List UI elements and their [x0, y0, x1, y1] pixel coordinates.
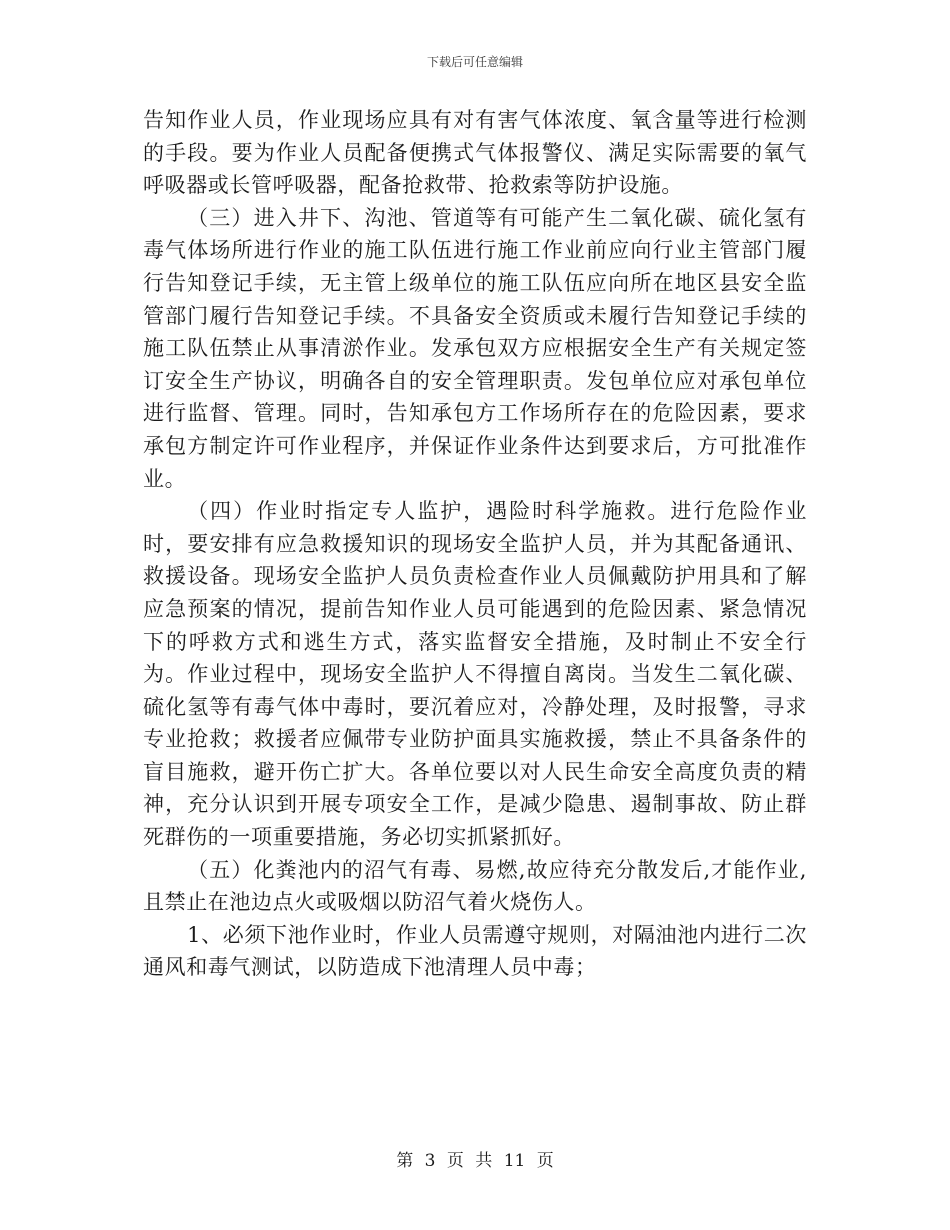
paragraph-3: （四）作业时指定专人监护，遇险时科学施救。进行危险作业时，要安排有应急救援知识的现场安全监护人员，并为其配备通讯、救援设备。现场安全监护人员负责检查作业人员佩戴防护用具和了解应急预案的情况，提前告知作业人员可能遇到的危险因素、紧急情况下的呼救方式和逃生方式，落实监督安全措施，及时制止不安全行为。作业过程中，现场安全监护人不得擅自离岗。当发生二氧化碳、硫化氢等有毒气体中毒时，要沉着应对，冷静处理，及时报警，寻求专业抢救；救援者应佩带专业防护面具实施救援，禁止不具备条件的盲目施救，避开伤亡扩大。各单位要以对人民生命安全高度负责的精神，充分认识到开展专项安全工作，是减少隐患、遏制事故、防止群死群伤的一项重要措施，务必切实抓紧抓好。	[143, 499, 807, 850]
page-header: 下载后可任意编辑	[426, 55, 523, 69]
paragraph-4: （五）化粪池内的沼气有毒、易燃,故应待充分散发后,才能作业,且禁止在池边点火或吸烟以防沼气着火烧伤人。	[143, 857, 807, 915]
paragraph-5: 1、必须下池作业时，作业人员需遵守规则，对隔油池内进行二次通风和毒气测试，以防造成下池清理人员中毒；	[143, 922, 807, 980]
page-footer: 第 3 页 共 11 页	[396, 1151, 554, 1171]
paragraph-1: 告知作业人员，作业现场应具有对有害气体浓度、氧含量等进行检测的手段。要为作业人员配备便携式气体报警仪、满足实际需要的氧气呼吸器或长管呼吸器，配备抢救带、抢救索等防护设施。	[143, 108, 807, 198]
document-body	[143, 104, 807, 984]
paragraph-2: （三）进入井下、沟池、管道等有可能产生二氧化碳、硫化氢有毒气体场所进行作业的施工队伍进行施工作业前应向行业主管部门履行告知登记手续，无主管上级单位的施工队伍应向所在地区县安全监管部门履行告知登记手续。不具备安全资质或未履行告知登记手续的施工队伍禁止从事清淤作业。发承包双方应根据安全生产有关规定签订安全生产协议，明确各自的安全管理职责。发包单位应对承包单位进行监督、管理。同时，告知承包方工作场所存在的危险因素，要求承包方制定许可作业程序，并保证作业条件达到要求后，方可批准作业。	[143, 205, 807, 491]
